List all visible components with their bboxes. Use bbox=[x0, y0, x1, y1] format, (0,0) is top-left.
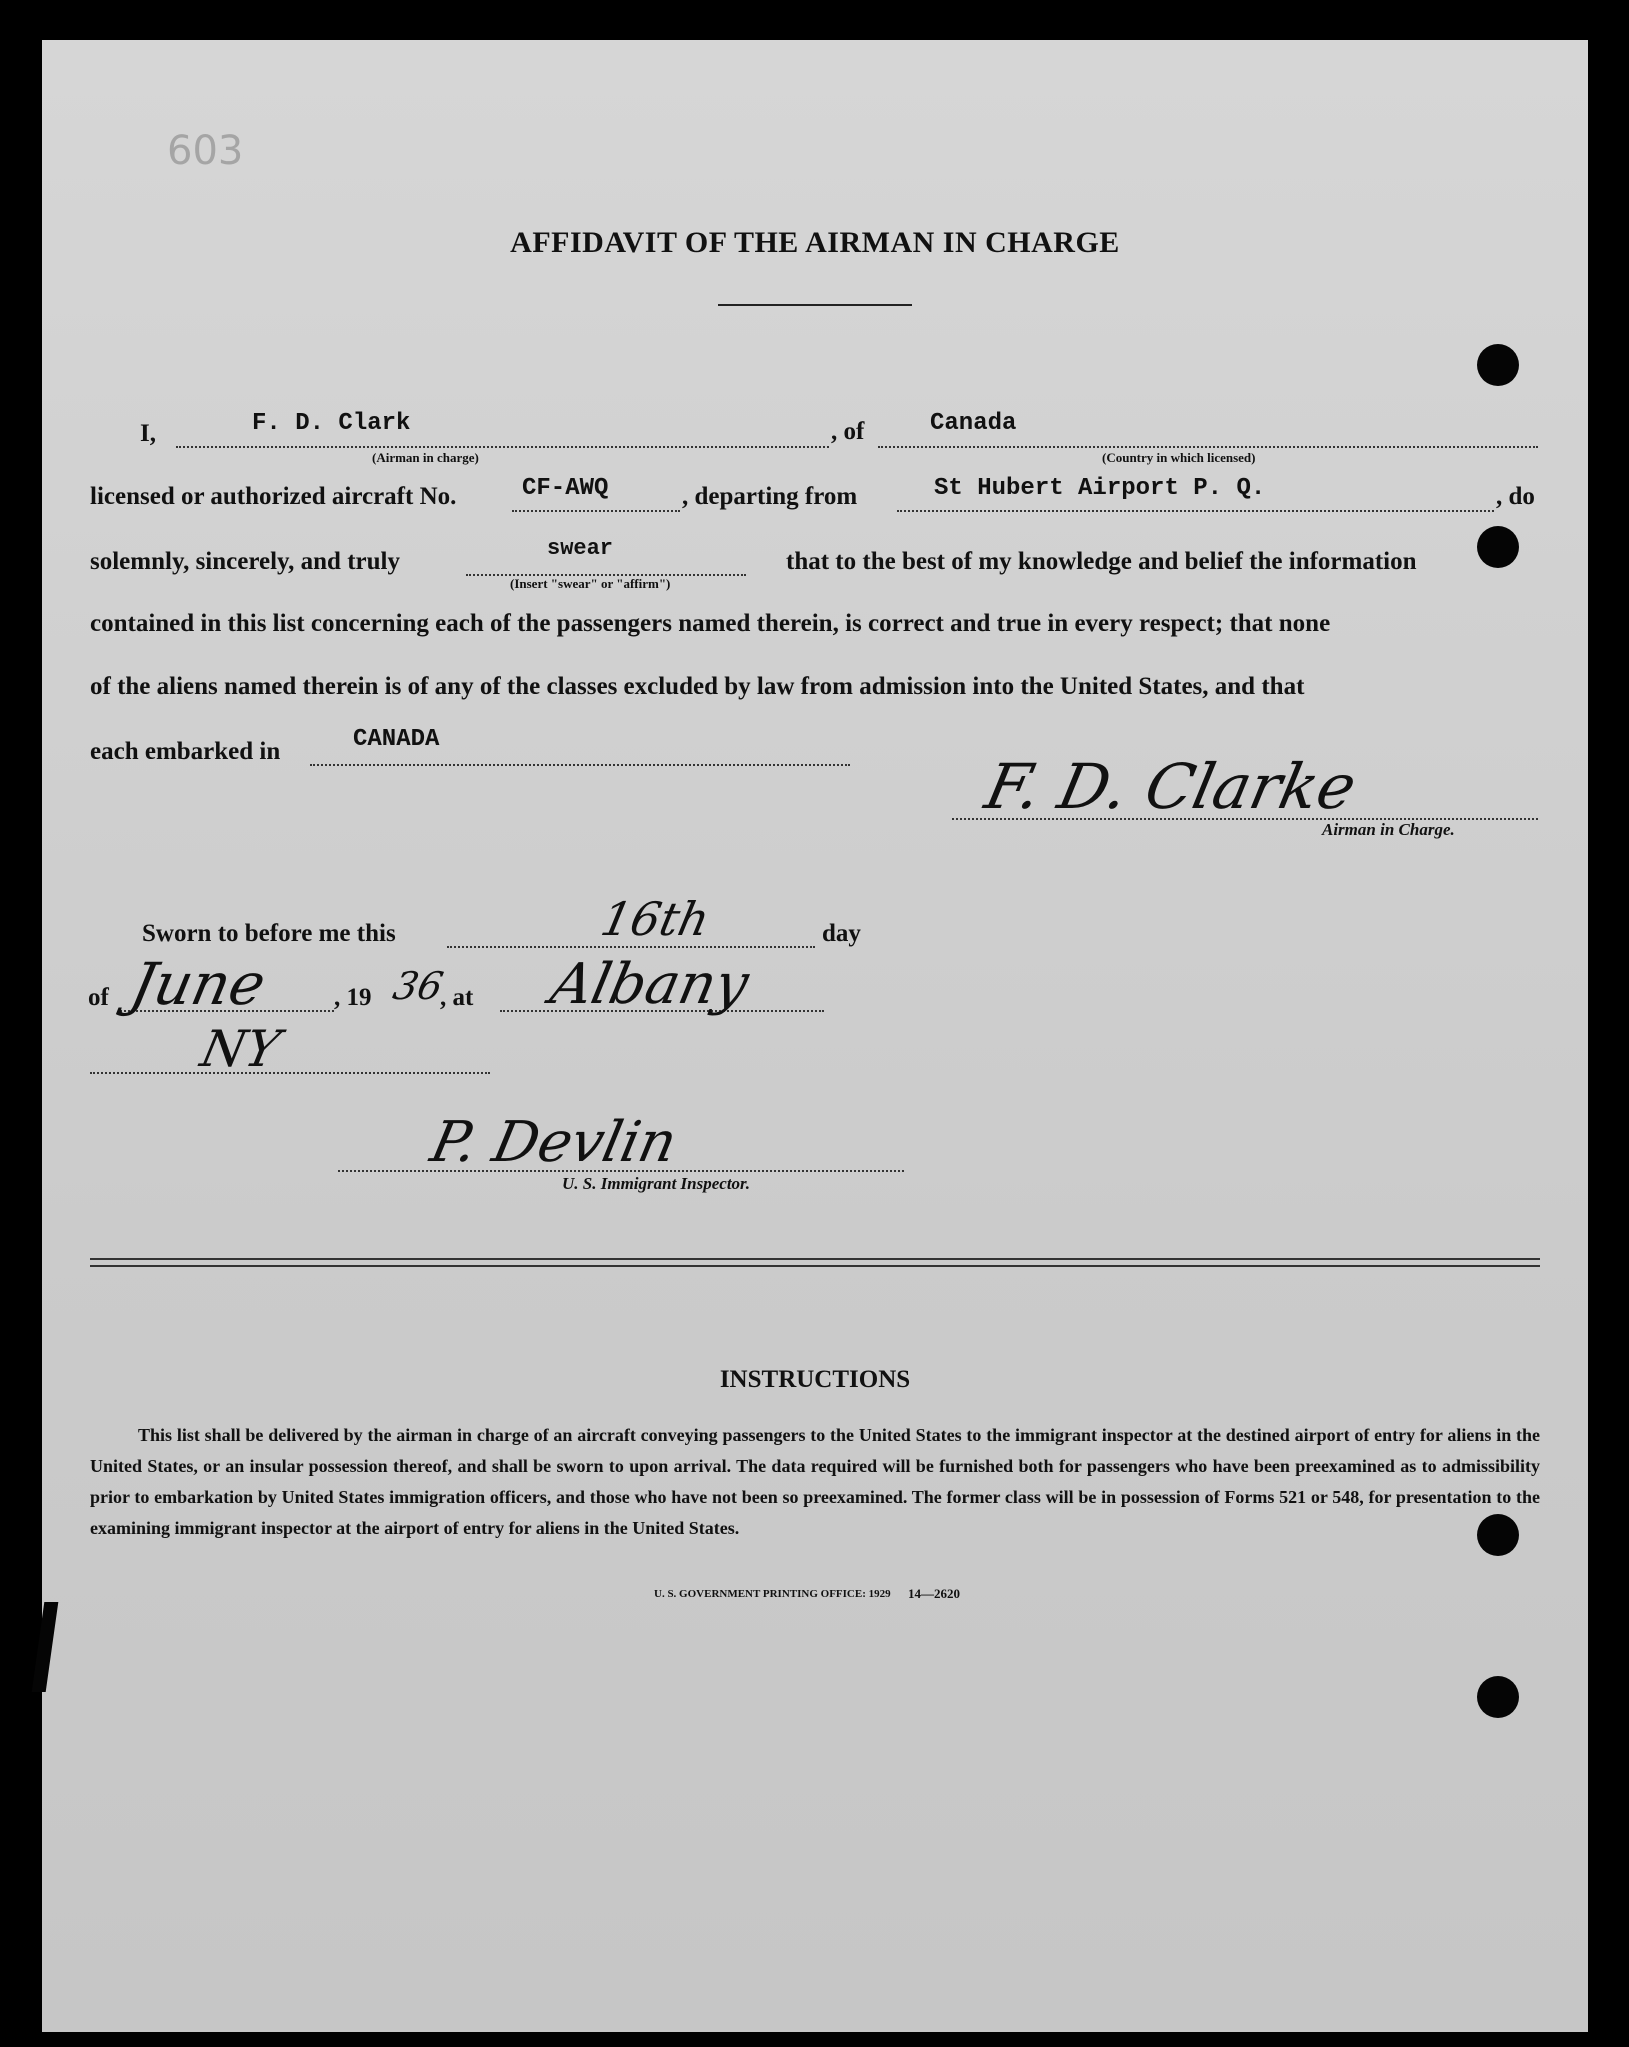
line2-departing: , departing from bbox=[682, 483, 858, 510]
line1-prefix: I, bbox=[140, 420, 156, 447]
line1-of: , of bbox=[831, 418, 865, 445]
printer-imprint: U. S. GOVERNMENT PRINTING OFFICE: 1929 bbox=[654, 1588, 891, 1600]
country-value: Canada bbox=[930, 410, 1017, 437]
country-field[interactable] bbox=[878, 446, 1538, 448]
embarked-field[interactable] bbox=[310, 764, 850, 766]
form-title: AFFIDAVIT OF THE AIRMAN IN CHARGE bbox=[510, 226, 1120, 259]
place-value: Albany bbox=[545, 952, 755, 1017]
at-text: , at bbox=[440, 984, 474, 1011]
sworn-prefix: Sworn to before me this bbox=[142, 920, 396, 947]
section-divider bbox=[90, 1258, 1540, 1267]
inspector-signature-line bbox=[338, 1170, 904, 1172]
departure-field[interactable] bbox=[897, 510, 1494, 512]
corner-mark: 603 bbox=[167, 128, 244, 174]
line3-prefix: solemnly, sincerely, and truly bbox=[90, 548, 400, 575]
place-line2-field[interactable] bbox=[90, 1072, 490, 1074]
inspector-signature: P. Devlin bbox=[425, 1110, 683, 1175]
line3-suffix: that to the best of my knowledge and belief the information bbox=[786, 548, 1417, 575]
aircraft-no: CF-AWQ bbox=[522, 475, 609, 502]
of-text: of bbox=[88, 984, 109, 1011]
line2-suffix: , do bbox=[1496, 483, 1535, 510]
document-page bbox=[42, 40, 1588, 2032]
punch-hole bbox=[1477, 344, 1519, 386]
place-line2: NY bbox=[195, 1020, 285, 1078]
form-number: 14—2620 bbox=[908, 1586, 960, 1601]
day-suffix: day bbox=[822, 920, 861, 947]
inspector-caption: U. S. Immigrant Inspector. bbox=[562, 1174, 750, 1193]
departure-value: St Hubert Airport P. Q. bbox=[934, 475, 1266, 502]
country-caption: (Country in which licensed) bbox=[1102, 450, 1256, 465]
airman-name: F. D. Clark bbox=[252, 410, 411, 437]
day-value: 16th bbox=[596, 892, 715, 946]
month-value: June bbox=[124, 950, 272, 1018]
embarked-value: CANADA bbox=[353, 726, 440, 753]
airman-signature-caption: Airman in Charge. bbox=[1322, 820, 1455, 839]
line2-prefix: licensed or authorized aircraft No. bbox=[90, 483, 457, 510]
airman-caption: (Airman in charge) bbox=[372, 450, 479, 465]
year-prefix: , 19 bbox=[334, 984, 372, 1011]
instructions-body: This list shall be delivered by the airman in charge of an aircraft conveying passengers to the United States to the immigrant inspector at the destined airport of entry for aliens in the United States, or an insular possession thereof, and shall be sworn to upon arrival. The data required will be furnished both for passengers who have been preexamined as to admissibility prior to embarkation by United States immigration officers, and those who have not been so preexamined. The former class will be in possession of Forms 521 or 548, for presentation to the examining immigrant inspector at the airport of entry for aliens in the United States. bbox=[90, 1425, 1540, 1538]
title-underline bbox=[718, 304, 912, 306]
airman-name-field[interactable] bbox=[176, 446, 829, 448]
punch-hole bbox=[1477, 526, 1519, 568]
airman-signature: F. D. Clarke bbox=[979, 750, 1363, 823]
line4: contained in this list concerning each of the passengers named therein, is correct and true in every respect; that none bbox=[90, 610, 1331, 637]
year-suffix: 36 bbox=[389, 964, 448, 1008]
day-field[interactable] bbox=[447, 946, 815, 948]
punch-hole bbox=[1477, 1676, 1519, 1718]
punch-hole bbox=[1477, 1514, 1519, 1556]
oath-caption: (Insert "swear" or "affirm") bbox=[510, 576, 671, 591]
oath-value: swear bbox=[547, 536, 614, 561]
aircraft-no-field[interactable] bbox=[512, 510, 680, 512]
line5: of the aliens named therein is of any of the classes excluded by law from admission into the United States, and that bbox=[90, 673, 1305, 700]
line6-prefix: each embarked in bbox=[90, 738, 281, 765]
edge-mark bbox=[32, 1602, 59, 1692]
instructions-heading: INSTRUCTIONS bbox=[719, 1366, 911, 1393]
